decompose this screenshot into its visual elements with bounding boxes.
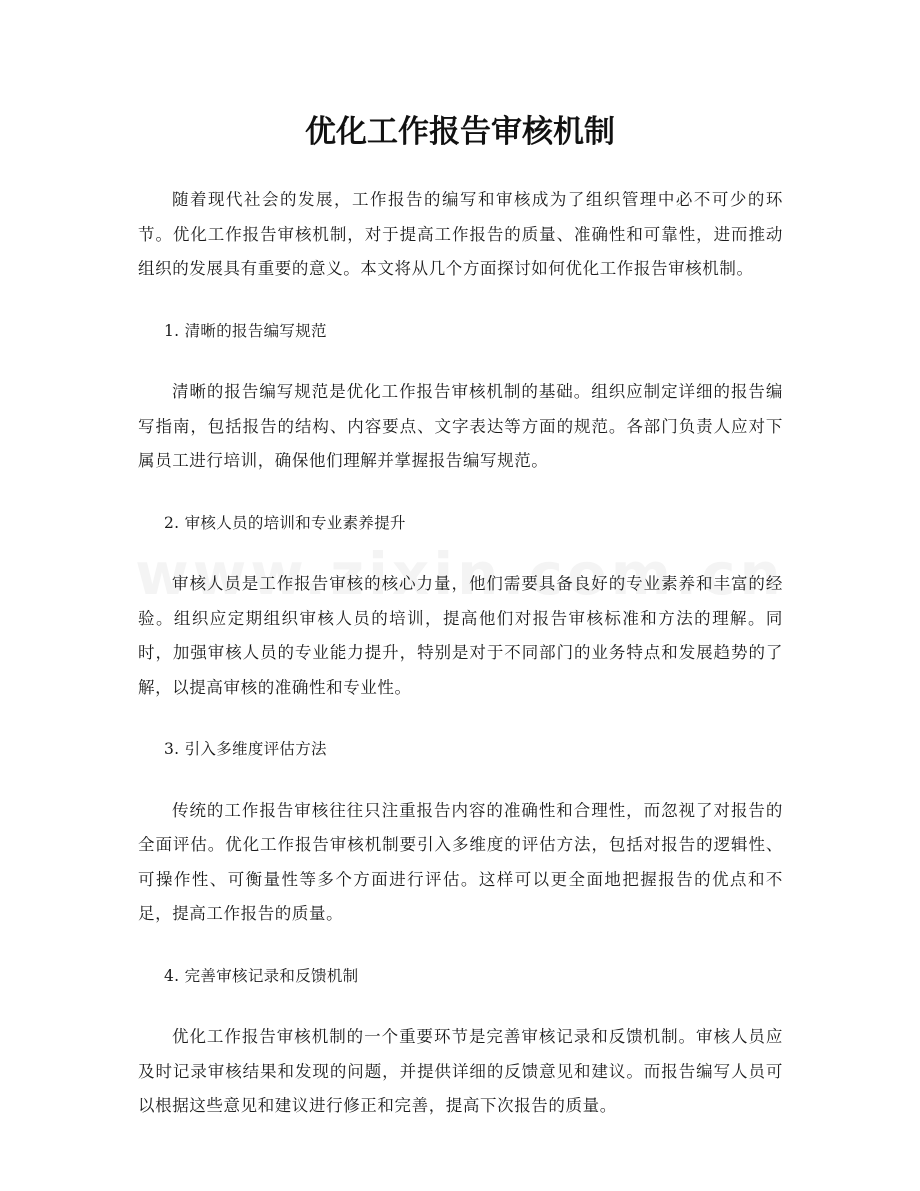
paragraph-section-4: 优化工作报告审核机制的一个重要环节是完善审核记录和反馈机制。审核人员应及时记录审核结果和发现的问题，并提供详细的反馈意见和建议。而报告编写人员可以根据这些意见和建议进行修正和完善，提高下次报告的质量。 bbox=[138, 1027, 783, 1115]
section-heading-1: 1. 清晰的报告编写规范 bbox=[164, 321, 327, 340]
paragraph-section-2: 审核人员是工作报告审核的核心力量，他们需要具备良好的专业素养和丰富的经验。组织应定期组织审核人员的培训，提高他们对报告审核标准和方法的理解。同时，加强审核人员的专业能力提升，特别是对于不同部门的业务特点和发展趋势的了解，以提高审核的准确性和专业性。 bbox=[138, 574, 783, 697]
paragraph-section-1: 清晰的报告编写规范是优化工作报告审核机制的基础。组织应制定详细的报告编写指南，包括报告的结构、内容要点、文字表达等方面的规范。各部门负责人应对下属员工进行培训，确保他们理解并掌握报告编写规范。 bbox=[138, 382, 783, 470]
section-heading-4: 4. 完善审核记录和反馈机制 bbox=[164, 966, 359, 985]
section-heading-3: 3. 引入多维度评估方法 bbox=[164, 740, 327, 758]
section-heading-2: 2. 审核人员的培训和专业素养提升 bbox=[164, 513, 406, 532]
document-body bbox=[138, 183, 783, 1151]
paragraph-intro: 随着现代社会的发展，工作报告的编写和审核成为了组织管理中必不可少的环节。优化工作报告审核机制，对于提高工作报告的质量、准确性和可靠性，进而推动组织的发展具有重要的意义。本文将从几个方面探讨如何优化工作报告审核机制。 bbox=[138, 190, 783, 278]
document-title: 优化工作报告审核机制 bbox=[305, 114, 615, 150]
paragraph-section-3: 传统的工作报告审核往往只注重报告内容的准确性和合理性，而忽视了对报告的全面评估。优化工作报告审核机制要引入多维度的评估方法，包括对报告的逻辑性、可操作性、可衡量性等多个方面进行评估。这样可以更全面地把握报告的优点和不足，提高工作报告的质量。 bbox=[138, 800, 783, 923]
